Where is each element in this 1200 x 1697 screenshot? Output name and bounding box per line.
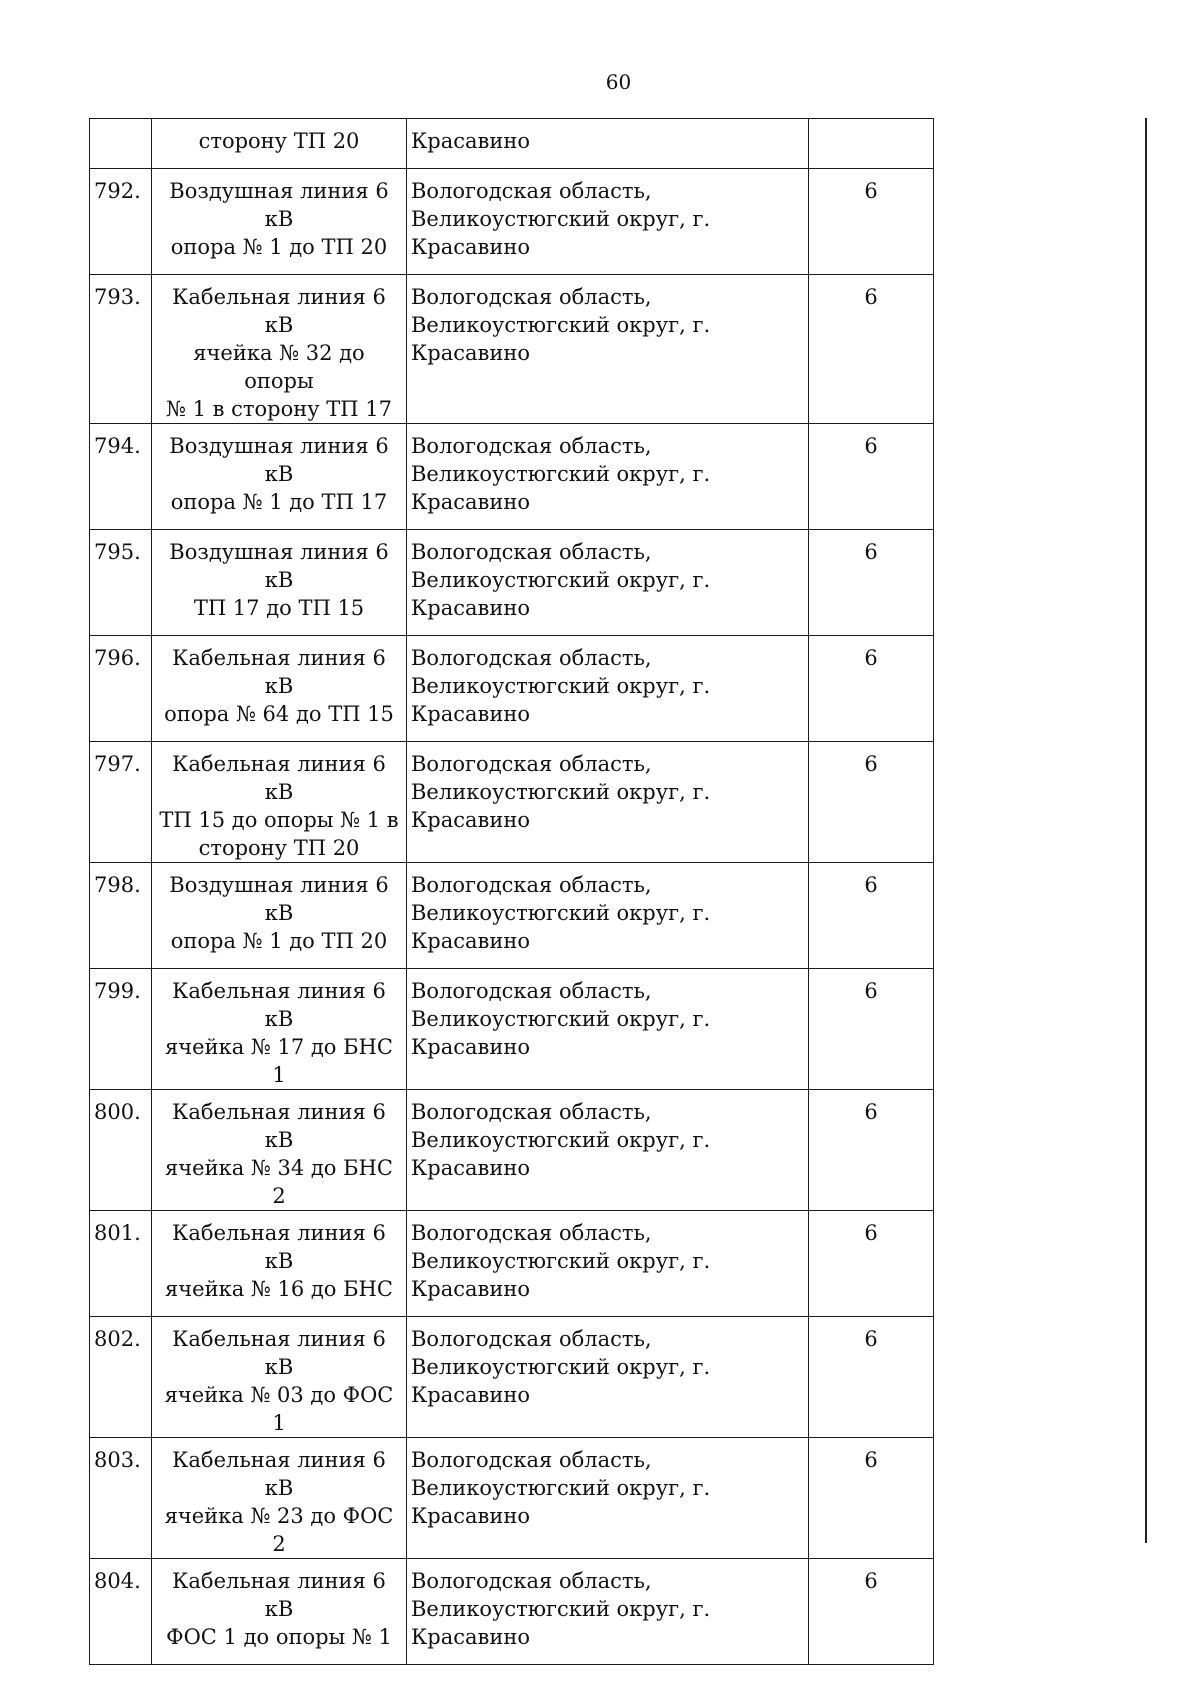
table-row-continuation [90, 119, 934, 169]
address-line: Вологодская область, [411, 646, 652, 670]
page-number: 60 [605, 70, 632, 94]
object-name-line: ячейка № 23 до ФОС 2 [164, 1504, 394, 1556]
object-name-line: Кабельная линия 6 кВ [172, 285, 386, 337]
address-line: Великоустюгский округ, г. [411, 780, 711, 804]
object-name-line: ячейка № 32 до опоры [193, 341, 365, 393]
registry-table [89, 118, 934, 1665]
row-number-cell [90, 119, 152, 169]
voltage-cell: 6 [809, 1317, 934, 1438]
address-line: Вологодская область, [411, 1221, 652, 1245]
object-name-cell [152, 1211, 407, 1317]
address-line: Великоустюгский округ, г. [411, 1355, 711, 1379]
object-name-line: Воздушная линия 6 кВ [169, 540, 389, 592]
object-name-line: Кабельная линия 6 кВ [172, 1569, 386, 1621]
address-line: Вологодская область, [411, 979, 652, 1003]
address-line: Красавино [411, 490, 530, 514]
object-name-line: № 1 в сторону ТП 17 [166, 397, 392, 421]
address-cell [407, 530, 809, 636]
address-line: Красавино [411, 129, 530, 153]
object-name-line: Кабельная линия 6 кВ [172, 1100, 386, 1152]
address-line: Великоустюгский округ, г. [411, 901, 711, 925]
address-line: Красавино [411, 929, 530, 953]
row-number-cell: 801. [90, 1211, 152, 1317]
object-name-line: сторону ТП 20 [198, 836, 360, 860]
address-line: Великоустюгский округ, г. [411, 1597, 711, 1621]
address-cell [407, 742, 809, 863]
object-name-line: ФОС 1 до опоры № 1 [166, 1625, 392, 1649]
address-line: Красавино [411, 235, 530, 259]
address-line: Красавино [411, 1277, 530, 1301]
voltage-cell: 6 [809, 275, 934, 424]
table-row [90, 424, 934, 530]
table-row [90, 530, 934, 636]
voltage-cell: 6 [809, 1211, 934, 1317]
row-number-cell: 799. [90, 969, 152, 1090]
object-name-cell [152, 969, 407, 1090]
object-name-cell [152, 169, 407, 275]
object-name-line: опора № 64 до ТП 15 [164, 702, 394, 726]
address-line: Великоустюгский округ, г. [411, 1249, 711, 1273]
object-name-cell [152, 424, 407, 530]
row-number-cell: 794. [90, 424, 152, 530]
address-line: Великоустюгский округ, г. [411, 1476, 711, 1500]
voltage-cell: 6 [809, 1090, 934, 1211]
object-name-cell [152, 1559, 407, 1665]
object-name-line: ТП 15 до опоры № 1 в [159, 808, 399, 832]
address-cell [407, 969, 809, 1090]
registry-table-body [90, 119, 934, 1665]
object-name-line: Кабельная линия 6 кВ [172, 979, 386, 1031]
address-line: Вологодская область, [411, 873, 652, 897]
voltage-cell: 6 [809, 169, 934, 275]
address-cell [407, 1211, 809, 1317]
object-name-line: Воздушная линия 6 кВ [169, 434, 389, 486]
address-line: Великоустюгский округ, г. [411, 1128, 711, 1152]
object-name-cell [152, 636, 407, 742]
object-name-cell [152, 1090, 407, 1211]
object-name-cell [152, 863, 407, 969]
object-name-line: Кабельная линия 6 кВ [172, 1327, 386, 1379]
address-line: Вологодская область, [411, 179, 652, 203]
address-line: Красавино [411, 808, 530, 832]
row-number-cell: 797. [90, 742, 152, 863]
object-name-line: Кабельная линия 6 кВ [172, 1448, 386, 1500]
voltage-cell: 6 [809, 424, 934, 530]
address-cell [407, 636, 809, 742]
address-line: Вологодская область, [411, 434, 652, 458]
address-line: Великоустюгский округ, г. [411, 674, 711, 698]
voltage-cell: 6 [809, 530, 934, 636]
object-name-line: ТП 17 до ТП 15 [193, 596, 365, 620]
address-line: Красавино [411, 596, 530, 620]
row-number-cell: 798. [90, 863, 152, 969]
table-row [90, 1438, 934, 1559]
page-edge-rule [1145, 118, 1147, 1543]
object-name-cell [152, 530, 407, 636]
voltage-cell: 6 [809, 969, 934, 1090]
table-row [90, 275, 934, 424]
table-row [90, 969, 934, 1090]
address-cell [407, 1559, 809, 1665]
address-cell [407, 169, 809, 275]
table-row [90, 1211, 934, 1317]
object-name-cell [152, 275, 407, 424]
object-name-line: Воздушная линия 6 кВ [169, 873, 389, 925]
address-line: Красавино [411, 702, 530, 726]
object-name-cell [152, 1317, 407, 1438]
address-line: Великоустюгский округ, г. [411, 568, 711, 592]
row-number-cell: 803. [90, 1438, 152, 1559]
object-name-cell [152, 742, 407, 863]
voltage-cell: 6 [809, 863, 934, 969]
address-line: Красавино [411, 1156, 530, 1180]
address-cell [407, 424, 809, 530]
object-name-line: сторону ТП 20 [198, 129, 360, 153]
address-line: Вологодская область, [411, 1569, 652, 1593]
object-name-line: Кабельная линия 6 кВ [172, 646, 386, 698]
row-number-cell: 802. [90, 1317, 152, 1438]
address-cell [407, 1317, 809, 1438]
object-name-line: Кабельная линия 6 кВ [172, 1221, 386, 1273]
voltage-cell: 6 [809, 1438, 934, 1559]
row-number-cell: 795. [90, 530, 152, 636]
voltage-cell: 6 [809, 742, 934, 863]
address-line: Великоустюгский округ, г. [411, 462, 711, 486]
object-name-line: ячейка № 16 до БНС [165, 1277, 393, 1301]
address-line: Красавино [411, 1035, 530, 1059]
row-number-cell: 800. [90, 1090, 152, 1211]
table-row [90, 1317, 934, 1438]
address-line: Вологодская область, [411, 540, 652, 564]
address-line: Вологодская область, [411, 752, 652, 776]
address-line: Вологодская область, [411, 1327, 652, 1351]
address-line: Вологодская область, [411, 1448, 652, 1472]
object-name-line: ячейка № 34 до БНС 2 [165, 1156, 393, 1208]
address-line: Красавино [411, 1625, 530, 1649]
voltage-cell [809, 119, 934, 169]
row-number-cell: 792. [90, 169, 152, 275]
voltage-cell: 6 [809, 1559, 934, 1665]
address-line: Красавино [411, 1504, 530, 1528]
address-line: Великоустюгский округ, г. [411, 313, 711, 337]
row-number-cell: 796. [90, 636, 152, 742]
object-name-line: Кабельная линия 6 кВ [172, 752, 386, 804]
address-cell [407, 1438, 809, 1559]
object-name-line: Воздушная линия 6 кВ [169, 179, 389, 231]
object-name-cell [152, 119, 407, 169]
object-name-cell [152, 1438, 407, 1559]
voltage-cell: 6 [809, 636, 934, 742]
object-name-line: опора № 1 до ТП 20 [170, 929, 388, 953]
address-cell [407, 1090, 809, 1211]
address-cell [407, 275, 809, 424]
object-name-line: ячейка № 17 до БНС 1 [165, 1035, 393, 1087]
address-line: Великоустюгский округ, г. [411, 1007, 711, 1031]
table-row [90, 169, 934, 275]
address-line: Красавино [411, 341, 530, 365]
address-line: Красавино [411, 1383, 530, 1407]
table-row [90, 1559, 934, 1665]
table-row [90, 636, 934, 742]
row-number-cell: 804. [90, 1559, 152, 1665]
address-line: Вологодская область, [411, 285, 652, 309]
object-name-line: опора № 1 до ТП 20 [170, 235, 388, 259]
table-row [90, 742, 934, 863]
object-name-line: ячейка № 03 до ФОС 1 [164, 1383, 394, 1435]
table-row [90, 1090, 934, 1211]
address-line: Вологодская область, [411, 1100, 652, 1124]
address-cell [407, 119, 809, 169]
row-number-cell: 793. [90, 275, 152, 424]
object-name-line: опора № 1 до ТП 17 [170, 490, 388, 514]
table-row [90, 863, 934, 969]
address-line: Великоустюгский округ, г. [411, 207, 711, 231]
address-cell [407, 863, 809, 969]
